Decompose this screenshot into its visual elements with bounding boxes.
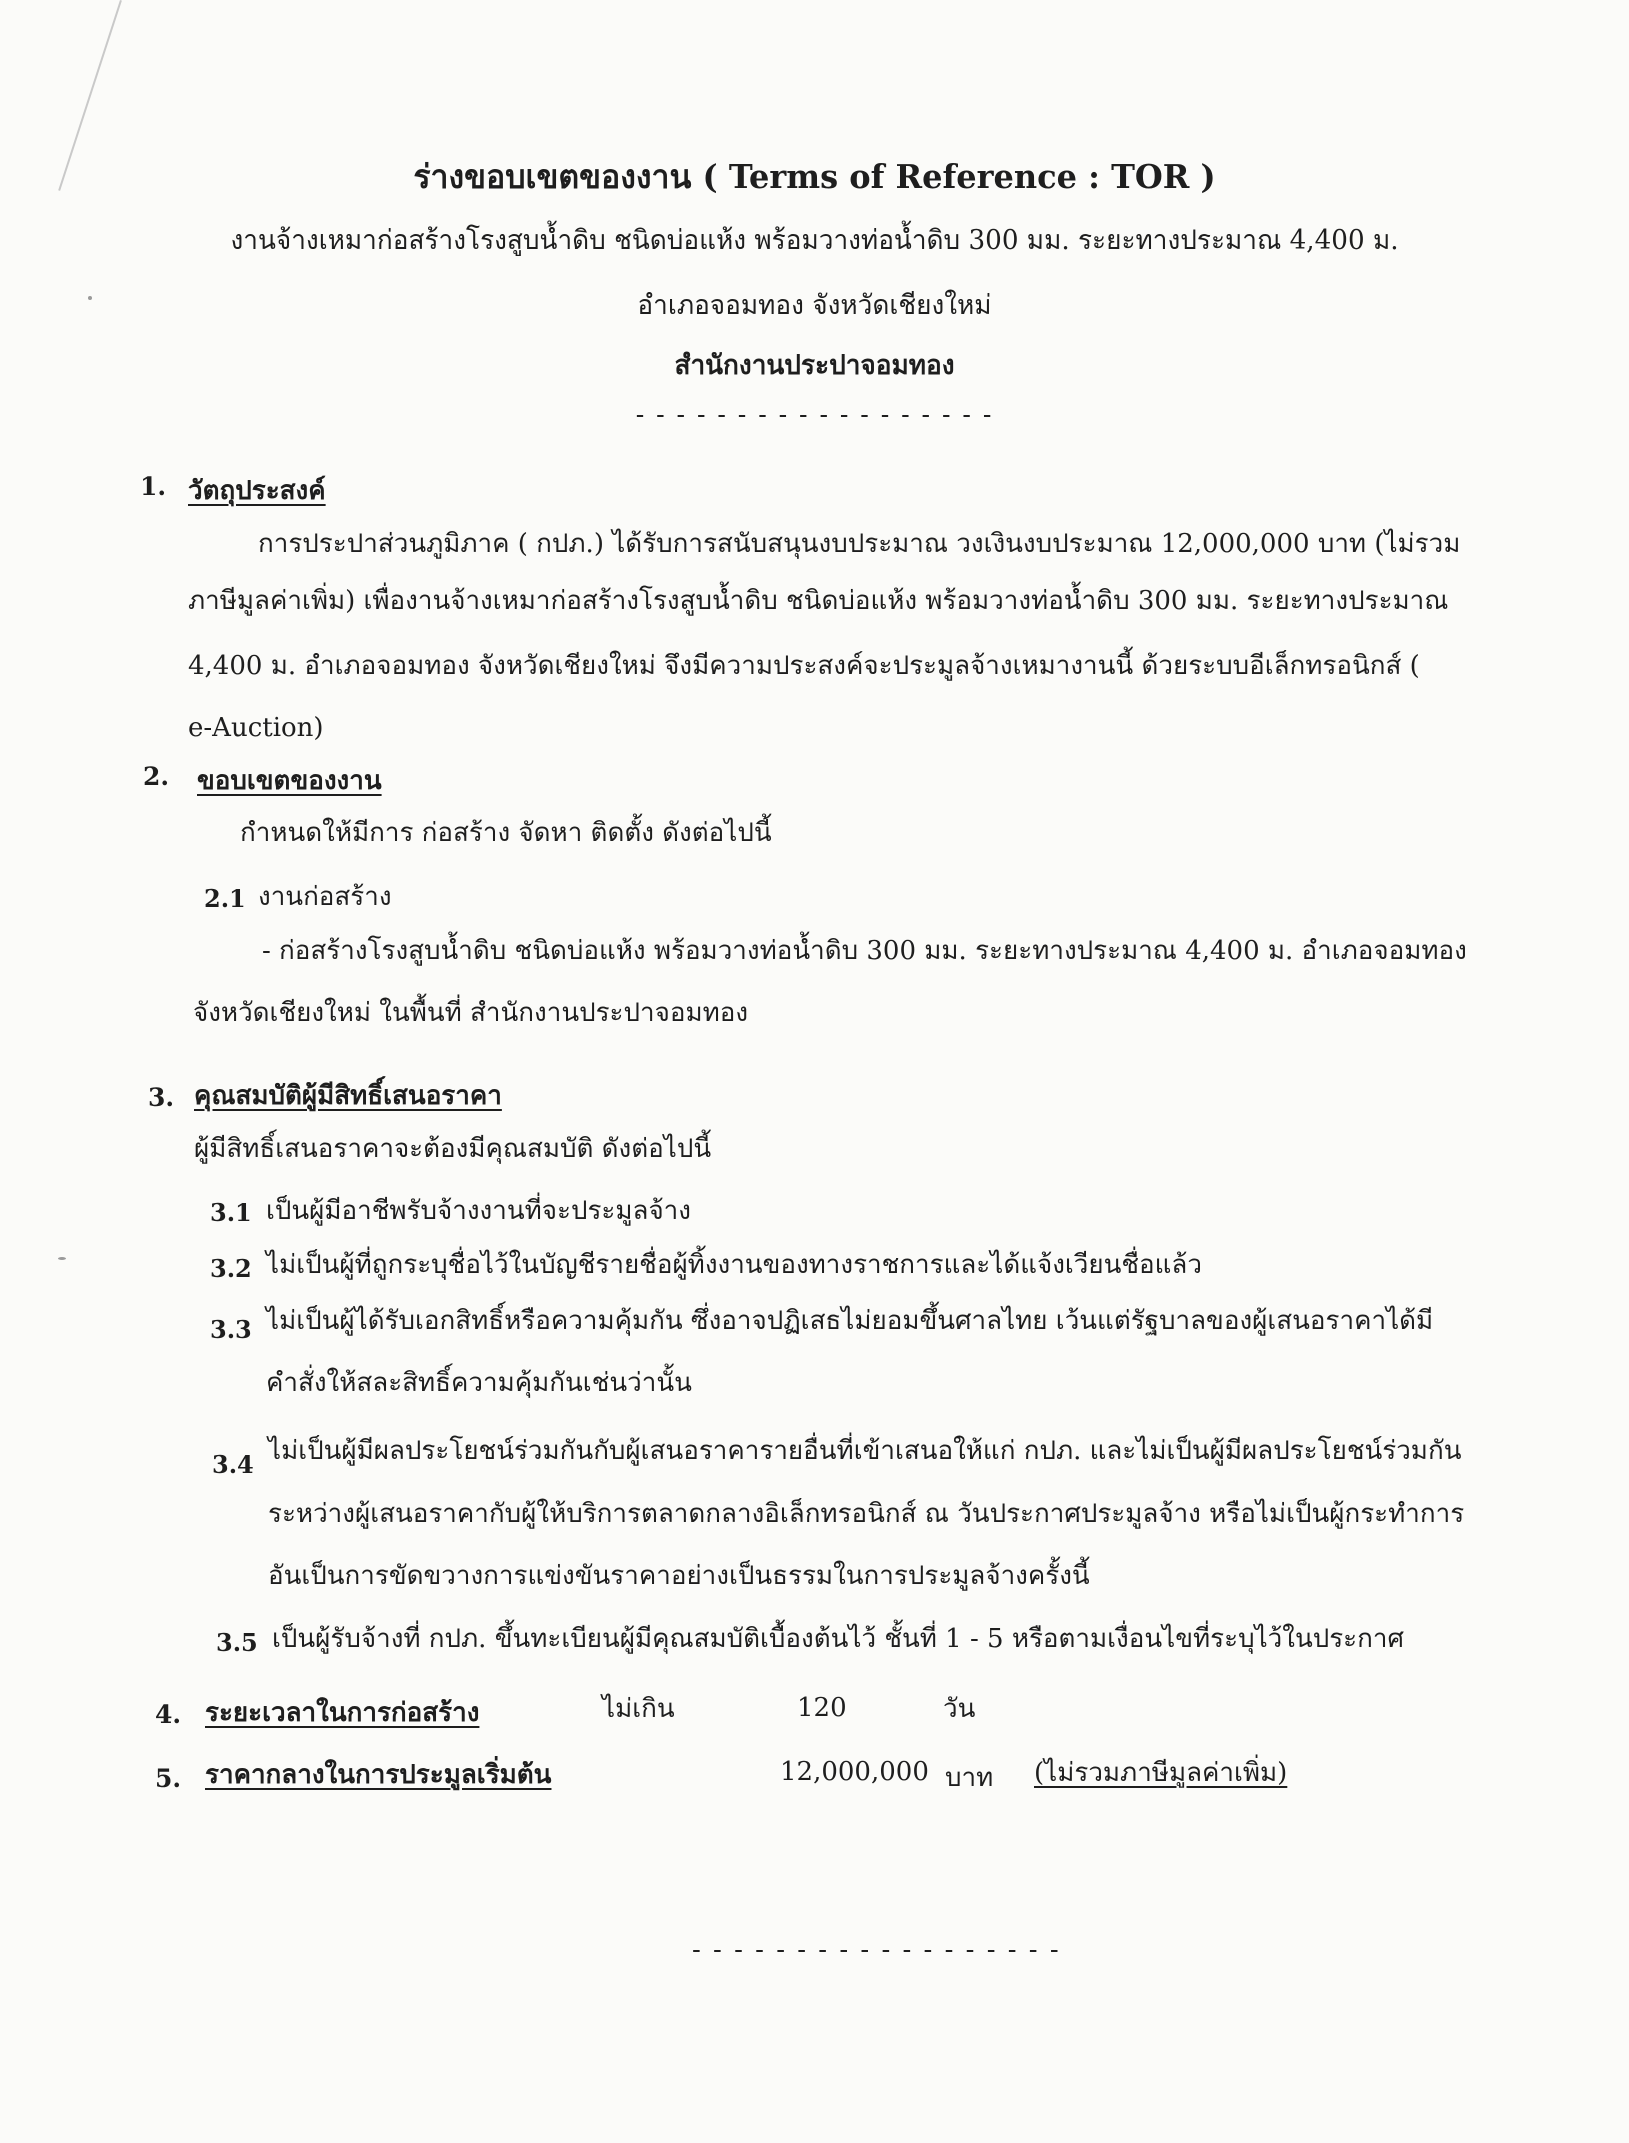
section-1-number: 1. bbox=[140, 472, 167, 501]
project-title-line1: งานจ้างเหมาก่อสร้างโรงสูบน้ำดิบ ชนิดบ่อแห้ง พร้อมวางท่อน้ำดิบ 300 มม. ระยะทางประมาณ 4,400 ม. bbox=[230, 225, 1399, 256]
footer-separator: - - - - - - - - - - - - - - - - - - bbox=[692, 1935, 1061, 1965]
section-1-line: ภาษีมูลค่าเพิ่ม) เพื่องานจ้างเหมาก่อสร้างโรงสูบน้ำดิบ ชนิดบ่อแห้ง พร้อมวางท่อน้ำดิบ 300 มม. ระยะทางประมาณ bbox=[188, 586, 1449, 616]
section-2-1-label: งานก่อสร้าง bbox=[258, 882, 392, 912]
item-3-1-number: 3.1 bbox=[210, 1198, 252, 1227]
section-2-1-detail: - ก่อสร้างโรงสูบน้ำดิบ ชนิดบ่อแห้ง พร้อมวางท่อน้ำดิบ 300 มม. ระยะทางประมาณ 4,400 ม. อำเภอจอมทอง bbox=[262, 936, 1467, 966]
item-3-2-number: 3.2 bbox=[210, 1254, 252, 1283]
item-3-2-text: ไม่เป็นผู้ที่ถูกระบุชื่อไว้ในบัญชีรายชื่อผู้ทิ้งงานของทางราชการและได้แจ้งเวียนชื่อแล้ว bbox=[266, 1250, 1202, 1280]
item-3-1-text: เป็นผู้มีอาชีพรับจ้างงานที่จะประมูลจ้าง bbox=[266, 1196, 691, 1226]
section-5-number: 5. bbox=[155, 1764, 182, 1793]
scan-speck bbox=[58, 1257, 66, 1260]
duration-qualifier: ไม่เกิน bbox=[602, 1694, 675, 1724]
item-3-3-text: คำสั่งให้สละสิทธิ์ความคุ้มกันเช่นว่านั้น bbox=[266, 1368, 692, 1398]
section-3-intro: ผู้มีสิทธิ์เสนอราคาจะต้องมีคุณสมบัติ ดังต่อไปนี้ bbox=[194, 1134, 712, 1164]
header-separator: - - - - - - - - - - - - - - - - - - bbox=[635, 400, 994, 430]
section-2-number: 2. bbox=[143, 762, 170, 791]
duration-unit: วัน bbox=[943, 1694, 976, 1724]
section-1-line: e-Auction) bbox=[188, 713, 324, 743]
item-3-5-text: เป็นผู้รับจ้างที่ กปภ. ขึ้นทะเบียนผู้มีคุณสมบัติเบื้องต้นไว้ ชั้นที่ 1 - 5 หรือตามเงื่อนไขที่ระบุไว้ในประกาศ bbox=[272, 1624, 1404, 1654]
section-2-1-detail: จังหวัดเชียงใหม่ ในพื้นที่ สำนักงานประปาจอมทอง bbox=[193, 998, 749, 1028]
section-2-1-number: 2.1 bbox=[204, 884, 246, 913]
project-title-line2: อำเภอจอมทอง จังหวัดเชียงใหม่ bbox=[637, 290, 992, 321]
median-price-note: (ไม่รวมภาษีมูลค่าเพิ่ม) bbox=[1034, 1758, 1288, 1788]
section-2-heading: ขอบเขตของงาน bbox=[197, 766, 382, 796]
section-3-number: 3. bbox=[148, 1083, 175, 1112]
section-4-heading: ระยะเวลาในการก่อสร้าง bbox=[205, 1698, 480, 1728]
item-3-4-text: ระหว่างผู้เสนอราคากับผู้ให้บริการตลาดกลางอิเล็กทรอนิกส์ ณ วันประกาศประมูลจ้าง หรือไม่เป็นผู้กระทำการ bbox=[268, 1499, 1465, 1529]
duration-value: 120 bbox=[797, 1693, 847, 1723]
section-1-line: 4,400 ม. อำเภอจอมทอง จังหวัดเชียงใหม่ จึงมีความประสงค์จะประมูลจ้างเหมางานนี้ ด้วยระบบอีเล็กทรอนิกส์ ( bbox=[188, 651, 1420, 681]
section-2-intro: กำหนดให้มีการ ก่อสร้าง จัดหา ติดตั้ง ดังต่อไปนี้ bbox=[240, 818, 772, 848]
item-3-4-text: ไม่เป็นผู้มีผลประโยชน์ร่วมกันกับผู้เสนอราคารายอื่นที่เข้าเสนอให้แก่ กปภ. และไม่เป็นผู้มีผลประโยชน์ร่วมกัน bbox=[268, 1436, 1462, 1466]
item-3-4-text: อันเป็นการขัดขวางการแข่งขันราคาอย่างเป็นธรรมในการประมูลจ้างครั้งนี้ bbox=[268, 1561, 1090, 1591]
item-3-3-text: ไม่เป็นผู้ได้รับเอกสิทธิ์หรือความคุ้มกัน ซึ่งอาจปฏิเสธไม่ยอมขึ้นศาลไทย เว้นแต่รัฐบาลของผู้เสนอราคาได้มี bbox=[266, 1306, 1434, 1336]
section-5-heading: ราคากลางในการประมูลเริ่มต้น bbox=[205, 1760, 552, 1790]
item-3-4-number: 3.4 bbox=[212, 1450, 254, 1479]
section-1-heading: วัตถุประสงค์ bbox=[188, 476, 326, 506]
document-title: ร่างขอบเขตของงาน ( Terms of Reference : TOR ) bbox=[413, 157, 1216, 196]
office-name: สำนักงานประปาจอมทอง bbox=[674, 350, 955, 381]
median-price-value: 12,000,000 bbox=[780, 1757, 929, 1787]
section-1-line: การประปาส่วนภูมิภาค ( กปภ.) ได้รับการสนับสนุนงบประมาณ วงเงินงบประมาณ 12,000,000 บาท (ไม่รวม bbox=[258, 529, 1461, 559]
item-3-3-number: 3.3 bbox=[210, 1315, 252, 1344]
section-4-number: 4. bbox=[155, 1700, 182, 1729]
median-price-unit: บาท bbox=[945, 1763, 994, 1793]
section-3-heading: คุณสมบัติผู้มีสิทธิ์เสนอราคา bbox=[194, 1081, 502, 1111]
item-3-5-number: 3.5 bbox=[216, 1628, 258, 1657]
